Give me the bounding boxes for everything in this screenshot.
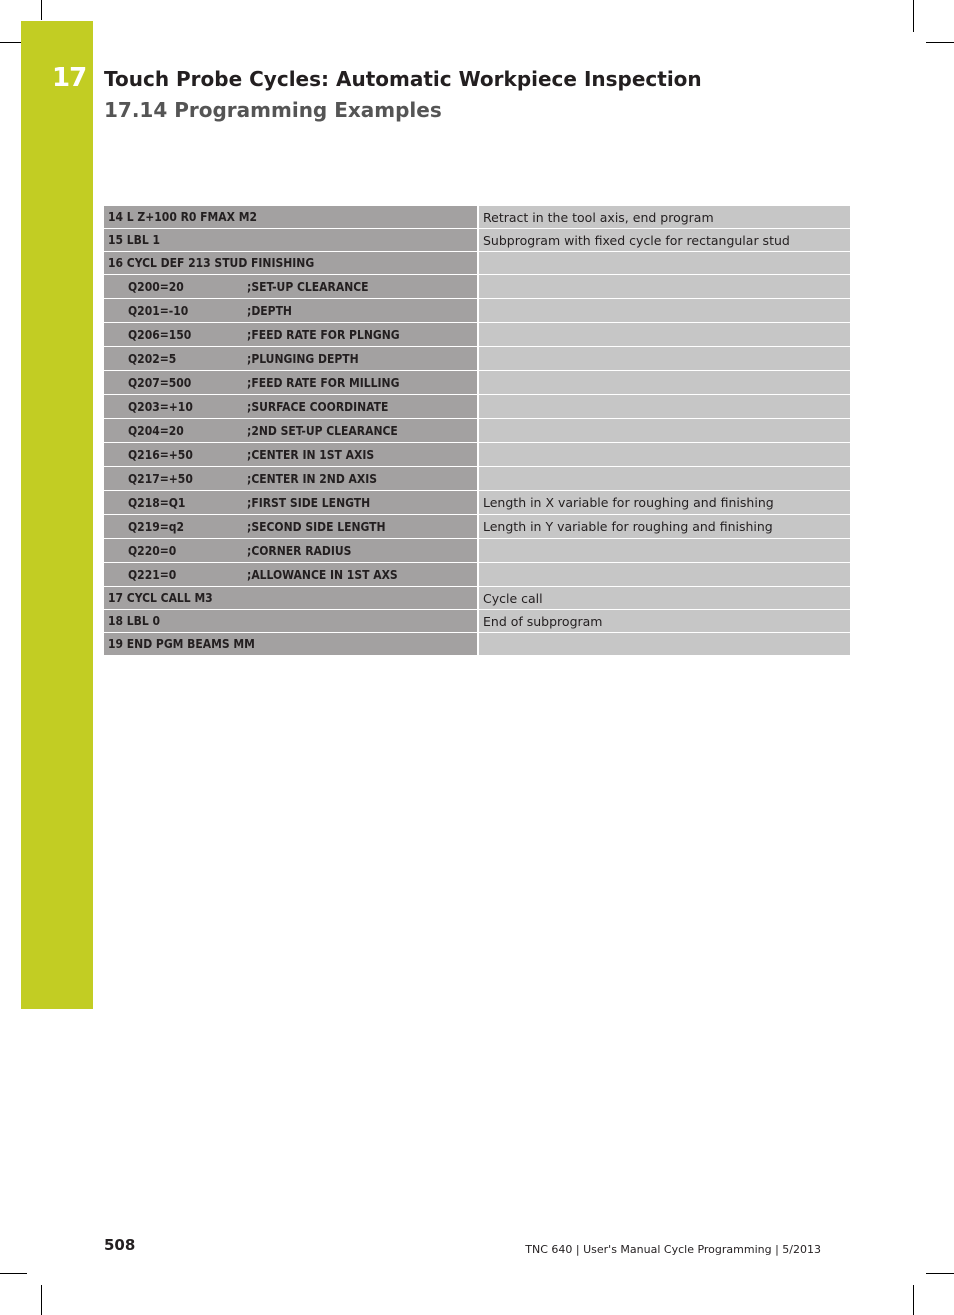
nc-block-description: [478, 371, 850, 395]
nc-block-code: 17 CYCL CALL M3: [104, 587, 478, 610]
nc-block-description: Length in Y variable for roughing and finishing: [478, 515, 850, 539]
cycle-parameter: [104, 443, 478, 467]
nc-block-description: Cycle call: [478, 587, 850, 610]
parameter-name: Q216=+50: [128, 447, 193, 462]
table-row: [104, 610, 850, 633]
parameter-name: Q220=0: [128, 543, 177, 558]
nc-block-description: Subprogram with fixed cycle for rectangular stud: [478, 229, 850, 252]
cycle-parameter: [104, 323, 478, 347]
table-row: [104, 633, 850, 656]
parameter-comment: ;SURFACE COORDINATE: [247, 399, 389, 414]
nc-block-description: [478, 563, 850, 587]
cycle-parameter: [104, 275, 478, 299]
parameter-name: Q207=500: [128, 375, 192, 390]
cycle-parameter: [104, 395, 478, 419]
table-row: [104, 323, 850, 347]
parameter-comment: ;2ND SET-UP CLEARANCE: [247, 423, 398, 438]
crop-mark: [41, 1285, 42, 1315]
nc-block-description: [478, 395, 850, 419]
nc-block-description: [478, 275, 850, 299]
parameter-name: Q218=Q1: [128, 495, 186, 510]
table-row: [104, 539, 850, 563]
chapter-title: Touch Probe Cycles: Automatic Workpiece Inspection: [104, 67, 702, 91]
crop-mark: [41, 0, 42, 20]
parameter-name: Q219=q2: [128, 519, 184, 534]
table-row: [104, 252, 850, 275]
nc-block-description: [478, 467, 850, 491]
cycle-parameter: [104, 491, 478, 515]
crop-mark: [913, 0, 914, 32]
parameter-comment: ;PLUNGING DEPTH: [247, 351, 359, 366]
nc-block-code: 16 CYCL DEF 213 STUD FINISHING: [104, 252, 478, 275]
cycle-parameter: [104, 563, 478, 587]
cycle-parameter: [104, 467, 478, 491]
page-number: 508: [104, 1236, 136, 1254]
table-row: [104, 563, 850, 587]
nc-block-code: 15 LBL 1: [104, 229, 478, 252]
table-row: [104, 229, 850, 252]
table-row: [104, 395, 850, 419]
parameter-name: Q200=20: [128, 279, 184, 294]
cycle-parameter: [104, 539, 478, 563]
nc-block-description: [478, 252, 850, 275]
nc-block-description: Length in X variable for roughing and finishing: [478, 491, 850, 515]
nc-block-code: 14 L Z+100 R0 FMAX M2: [104, 206, 478, 229]
parameter-name: Q217=+50: [128, 471, 193, 486]
table-row: [104, 347, 850, 371]
parameter-comment: ;CENTER IN 1ST AXIS: [247, 447, 375, 462]
table-row: [104, 275, 850, 299]
table-row: [104, 587, 850, 610]
table-row: [104, 299, 850, 323]
cycle-parameter: [104, 419, 478, 443]
program-listing-table: [104, 206, 850, 656]
parameter-comment: ;CENTER IN 2ND AXIS: [247, 471, 378, 486]
crop-mark: [0, 1273, 27, 1274]
cycle-parameter: [104, 299, 478, 323]
parameter-comment: ;FEED RATE FOR MILLING: [247, 375, 400, 390]
parameter-comment: ;SET-UP CLEARANCE: [247, 279, 369, 294]
parameter-name: Q202=5: [128, 351, 177, 366]
table-row: [104, 515, 850, 539]
footer-text: TNC 640 | User's Manual Cycle Programming | 5/2013: [525, 1243, 821, 1256]
parameter-comment: ;SECOND SIDE LENGTH: [247, 519, 386, 534]
crop-mark: [913, 1285, 914, 1315]
crop-mark: [0, 42, 21, 43]
crop-mark: [926, 42, 954, 43]
nc-block-description: Retract in the tool axis, end program: [478, 206, 850, 229]
crop-mark: [926, 1273, 954, 1274]
parameter-comment: ;CORNER RADIUS: [247, 543, 352, 558]
nc-block-description: [478, 299, 850, 323]
nc-block-description: [478, 323, 850, 347]
parameter-name: Q206=150: [128, 327, 192, 342]
section-title: 17.14 Programming Examples: [104, 98, 442, 122]
table-row: [104, 443, 850, 467]
parameter-comment: ;FEED RATE FOR PLNGNG: [247, 327, 400, 342]
parameter-name: Q203=+10: [128, 399, 193, 414]
table-row: [104, 419, 850, 443]
table-row: [104, 491, 850, 515]
nc-block-description: End of subprogram: [478, 610, 850, 633]
parameter-name: Q201=-10: [128, 303, 189, 318]
nc-block-description: [478, 539, 850, 563]
cycle-parameter: [104, 515, 478, 539]
parameter-name: Q221=0: [128, 567, 177, 582]
parameter-comment: ;FIRST SIDE LENGTH: [247, 495, 371, 510]
cycle-parameter: [104, 347, 478, 371]
parameter-comment: ;DEPTH: [247, 303, 292, 318]
parameter-name: Q204=20: [128, 423, 184, 438]
parameter-comment: ;ALLOWANCE IN 1ST AXS: [247, 567, 398, 582]
nc-block-description: [478, 419, 850, 443]
nc-block-description: [478, 443, 850, 467]
chapter-number: 17: [52, 63, 87, 93]
nc-block-description: [478, 633, 850, 656]
nc-block-code: 19 END PGM BEAMS MM: [104, 633, 478, 656]
chapter-sidebar: [21, 21, 93, 1009]
table-row: [104, 206, 850, 229]
table-row: [104, 371, 850, 395]
cycle-parameter: [104, 371, 478, 395]
nc-block-description: [478, 347, 850, 371]
table-row: [104, 467, 850, 491]
nc-block-code: 18 LBL 0: [104, 610, 478, 633]
